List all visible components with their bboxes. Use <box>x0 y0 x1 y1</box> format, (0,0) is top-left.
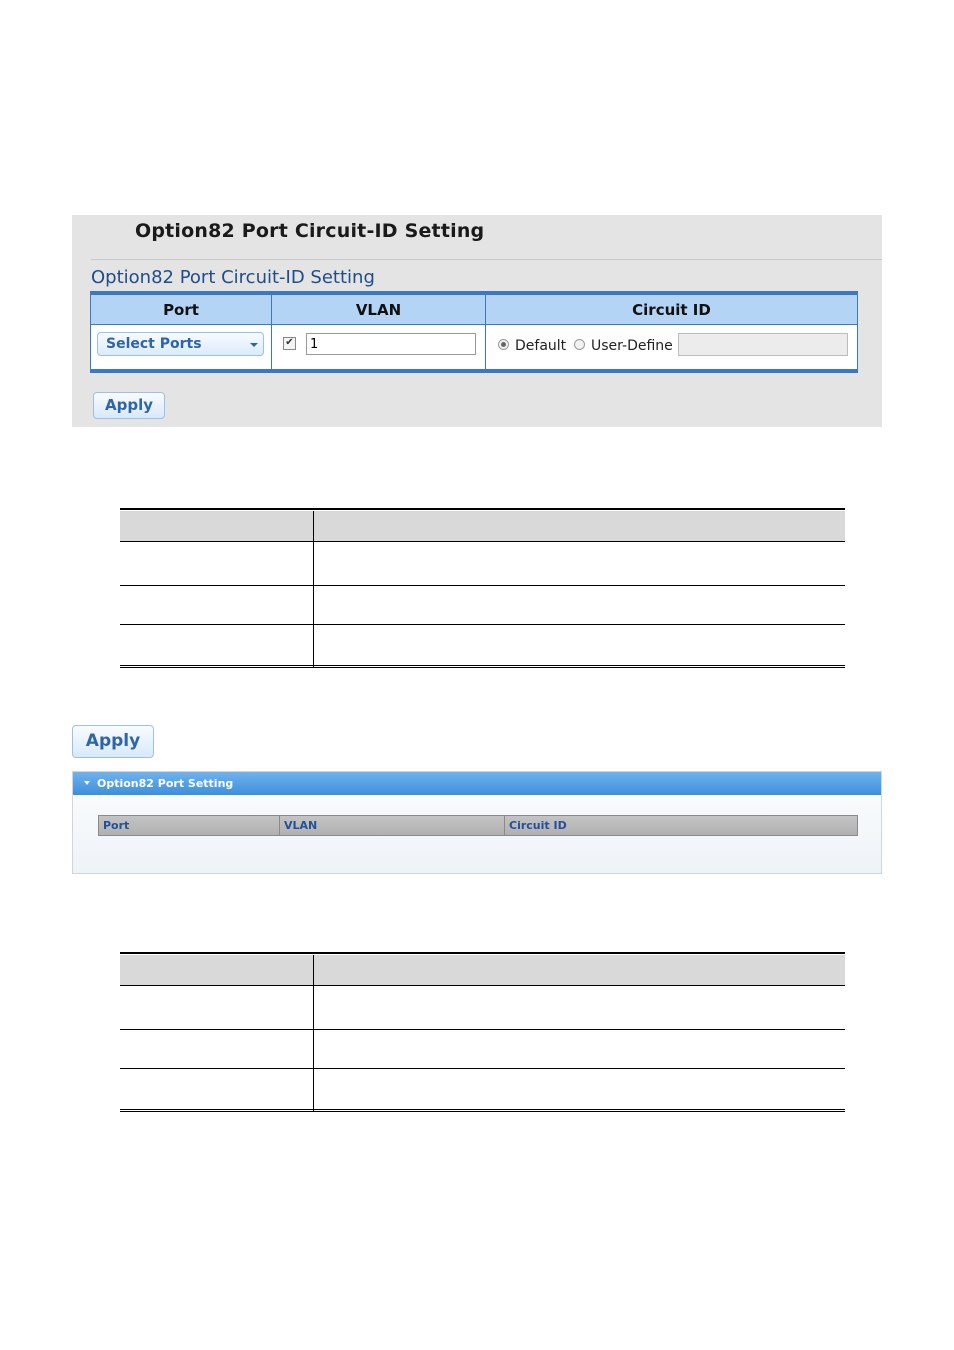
section-title: Option82 Port Circuit-ID Setting <box>91 267 375 288</box>
column-header-vlan: VLAN <box>279 815 505 836</box>
column-header-circuit-id: Circuit ID <box>486 295 857 324</box>
vlan-checkbox[interactable]: ✔ <box>283 337 296 350</box>
user-define-radio[interactable] <box>574 339 585 350</box>
table-row-divider <box>120 624 845 625</box>
apply-button-large[interactable]: Apply <box>72 725 154 758</box>
description-table-2 <box>120 952 845 1112</box>
table-column-divider <box>313 511 314 668</box>
table-column-divider <box>313 955 314 1112</box>
port-cell <box>91 324 272 369</box>
table-bottom-rule <box>120 1109 845 1112</box>
chevron-down-icon <box>250 343 258 347</box>
circuit-id-table <box>90 291 858 373</box>
table-row-divider <box>120 585 845 586</box>
default-radio-label: Default <box>515 338 567 354</box>
collapse-arrow-icon[interactable] <box>84 781 90 785</box>
default-radio[interactable] <box>498 339 509 350</box>
panel-header-bar[interactable] <box>73 772 881 795</box>
column-header-vlan: VLAN <box>272 295 486 324</box>
panel-title: Option82 Port Setting <box>97 777 234 790</box>
table-bottom-rule <box>120 665 845 668</box>
title-divider <box>91 259 882 260</box>
table-top-rule <box>120 952 845 954</box>
circuit-id-setting-panel <box>72 215 882 427</box>
vlan-cell <box>272 324 486 369</box>
table-top-rule <box>120 508 845 510</box>
port-setting-panel <box>72 771 882 874</box>
circuit-id-cell <box>486 324 857 369</box>
vlan-input[interactable]: 1 <box>306 333 476 355</box>
description-table-1 <box>120 508 845 668</box>
page-title: Option82 Port Circuit-ID Setting <box>135 220 485 242</box>
user-define-input[interactable] <box>678 333 848 356</box>
select-ports-label: Select Ports <box>106 336 202 352</box>
table-header-row <box>120 955 845 986</box>
select-ports-dropdown[interactable] <box>97 332 264 356</box>
table-header-row <box>120 511 845 542</box>
apply-button[interactable]: Apply <box>93 392 165 419</box>
table-row-divider <box>120 1068 845 1069</box>
user-define-radio-label: User-Define <box>591 338 673 354</box>
column-header-port: Port <box>98 815 280 836</box>
column-header-circuit-id: Circuit ID <box>504 815 858 836</box>
table-row-divider <box>120 1029 845 1030</box>
column-header-port: Port <box>91 295 272 324</box>
